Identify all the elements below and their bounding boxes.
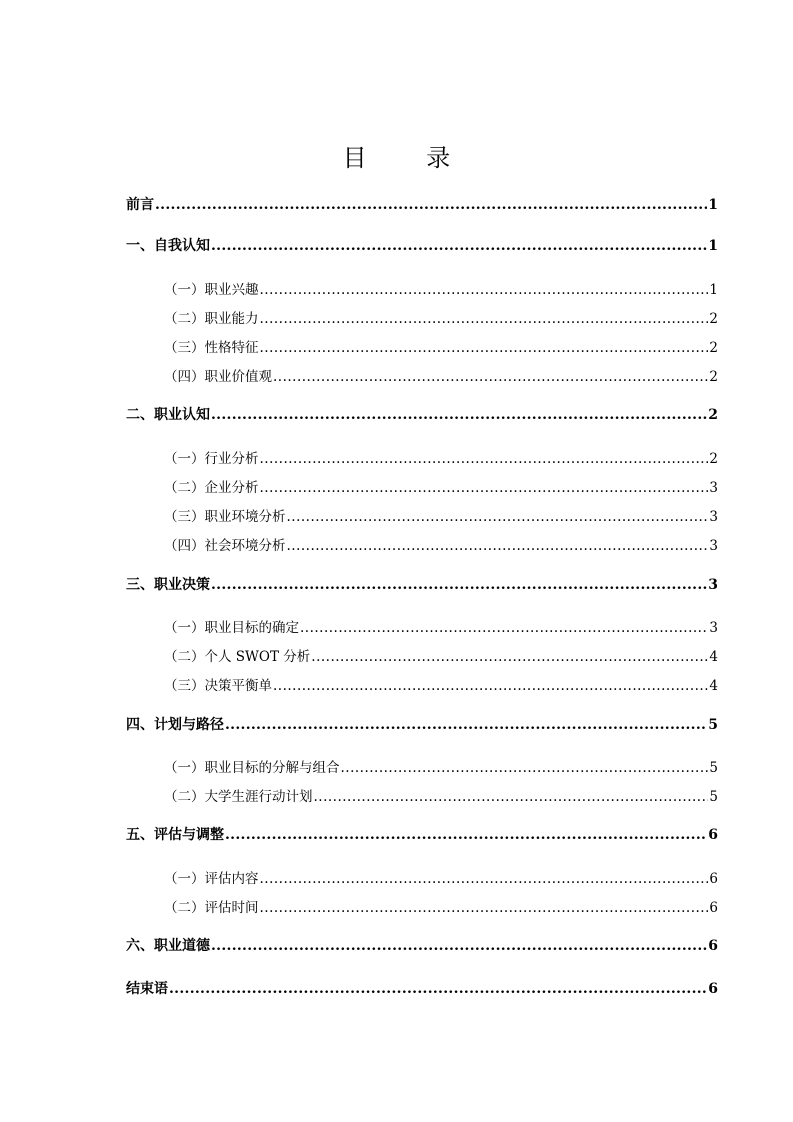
toc-subsection-3-1[interactable] <box>164 618 718 638</box>
toc-subsection-4-1[interactable] <box>164 758 718 778</box>
dot-leader <box>273 676 708 696</box>
toc-subsection-2-1[interactable] <box>164 449 718 469</box>
dot-leader <box>273 367 708 387</box>
dot-leader <box>311 647 708 667</box>
dot-leader <box>225 715 707 735</box>
toc-page-number: 6 <box>709 900 718 916</box>
dot-leader <box>300 618 708 638</box>
toc-entry-label: 六、职业道德 <box>126 938 210 954</box>
toc-page-number: 3 <box>709 480 718 496</box>
dot-leader <box>155 195 707 215</box>
dot-leader <box>314 787 709 807</box>
toc-section-4[interactable] <box>126 715 718 735</box>
toc-section-3[interactable] <box>126 575 718 595</box>
toc-section-1[interactable] <box>126 236 718 256</box>
toc-subsection-4-2[interactable] <box>164 787 718 807</box>
toc-section-2[interactable] <box>126 405 718 425</box>
dot-leader <box>260 309 709 329</box>
toc-page-number: 5 <box>708 717 718 733</box>
toc-entry-label: 四、计划与路径 <box>126 717 224 733</box>
toc-entry-label: （三）职业环境分析 <box>164 509 286 525</box>
toc-entry-label: 一、自我认知 <box>126 238 210 254</box>
toc-page-number: 4 <box>709 649 718 665</box>
toc-entry-label: （一）职业兴趣 <box>164 282 259 298</box>
toc-entry-label: （二）大学生涯行动计划 <box>164 789 313 805</box>
toc-page-number: 5 <box>709 789 718 805</box>
toc-entry-conclusion[interactable] <box>126 979 718 999</box>
toc-subsection-2-3[interactable] <box>164 507 718 527</box>
toc-entry-label: （三）性格特征 <box>164 340 259 356</box>
dot-leader <box>211 236 707 256</box>
toc-entry-label: （二）评估时间 <box>164 900 259 916</box>
toc-subsection-2-4[interactable] <box>164 536 718 556</box>
dot-leader <box>211 575 707 595</box>
toc-subsection-5-2[interactable] <box>164 898 718 918</box>
toc-page-number: 6 <box>708 827 718 843</box>
dot-leader <box>260 449 709 469</box>
toc-page-number: 2 <box>709 369 718 385</box>
toc-subsection-2-2[interactable] <box>164 478 718 498</box>
toc-entry-label: 三、职业决策 <box>126 577 210 593</box>
toc-subsection-1-3[interactable] <box>164 338 718 358</box>
toc-page-number: 1 <box>708 238 718 254</box>
toc-subsection-3-3[interactable] <box>164 676 718 696</box>
dot-leader <box>287 507 709 527</box>
toc-entry-label: 结束语 <box>126 981 168 997</box>
toc-page-number: 5 <box>709 760 718 776</box>
toc-entry-label: 前言 <box>126 197 154 213</box>
toc-subsection-5-1[interactable] <box>164 869 718 889</box>
toc-subsection-1-4[interactable] <box>164 367 718 387</box>
toc-entry-label: （一）职业目标的分解与组合 <box>164 760 340 776</box>
toc-subsection-1-1[interactable] <box>164 280 718 300</box>
toc-title: 目 录 <box>342 144 477 172</box>
toc-page-number: 1 <box>708 197 718 213</box>
toc-entry-label: （二）企业分析 <box>164 480 259 496</box>
dot-leader <box>211 405 707 425</box>
toc-page-number: 2 <box>709 340 718 356</box>
toc-entry-label: 二、职业认知 <box>126 407 210 423</box>
dot-leader <box>260 338 709 358</box>
dot-leader <box>287 536 709 556</box>
toc-entry-label: （四）职业价值观 <box>164 369 272 385</box>
dot-leader <box>260 869 709 889</box>
toc-page-number: 2 <box>709 311 718 327</box>
toc-entry-label: 五、评估与调整 <box>126 827 224 843</box>
toc-page-number: 1 <box>709 282 718 298</box>
toc-page-number: 6 <box>709 871 718 887</box>
toc-page-number: 3 <box>709 538 718 554</box>
toc-section-6[interactable] <box>126 936 718 956</box>
toc-entry-preface[interactable] <box>126 195 718 215</box>
dot-leader <box>169 979 707 999</box>
toc-page-number: 3 <box>709 509 718 525</box>
dot-leader <box>211 936 707 956</box>
toc-page-number: 2 <box>708 407 718 423</box>
toc-page-number: 4 <box>709 678 718 694</box>
toc-page-number: 3 <box>708 577 718 593</box>
dot-leader <box>225 825 707 845</box>
toc-section-5[interactable] <box>126 825 718 845</box>
toc-entry-label: （四）社会环境分析 <box>164 538 286 554</box>
dot-leader <box>341 758 709 778</box>
dot-leader <box>260 280 709 300</box>
toc-entry-label: （一）职业目标的确定 <box>164 620 299 636</box>
toc-subsection-3-2[interactable] <box>164 647 718 667</box>
toc-page-number: 3 <box>709 620 718 636</box>
toc-page-number: 2 <box>709 451 718 467</box>
toc-entry-label: （二）个人 SWOT 分析 <box>164 649 311 665</box>
toc-page-number: 6 <box>708 938 718 954</box>
dot-leader <box>260 478 709 498</box>
dot-leader <box>260 898 709 918</box>
toc-entry-label: （二）职业能力 <box>164 311 259 327</box>
toc-entry-label: （三）决策平衡单 <box>164 678 272 694</box>
toc-subsection-1-2[interactable] <box>164 309 718 329</box>
toc-page-number: 6 <box>708 981 718 997</box>
toc-entry-label: （一）行业分析 <box>164 451 259 467</box>
toc-entry-label: （一）评估内容 <box>164 871 259 887</box>
